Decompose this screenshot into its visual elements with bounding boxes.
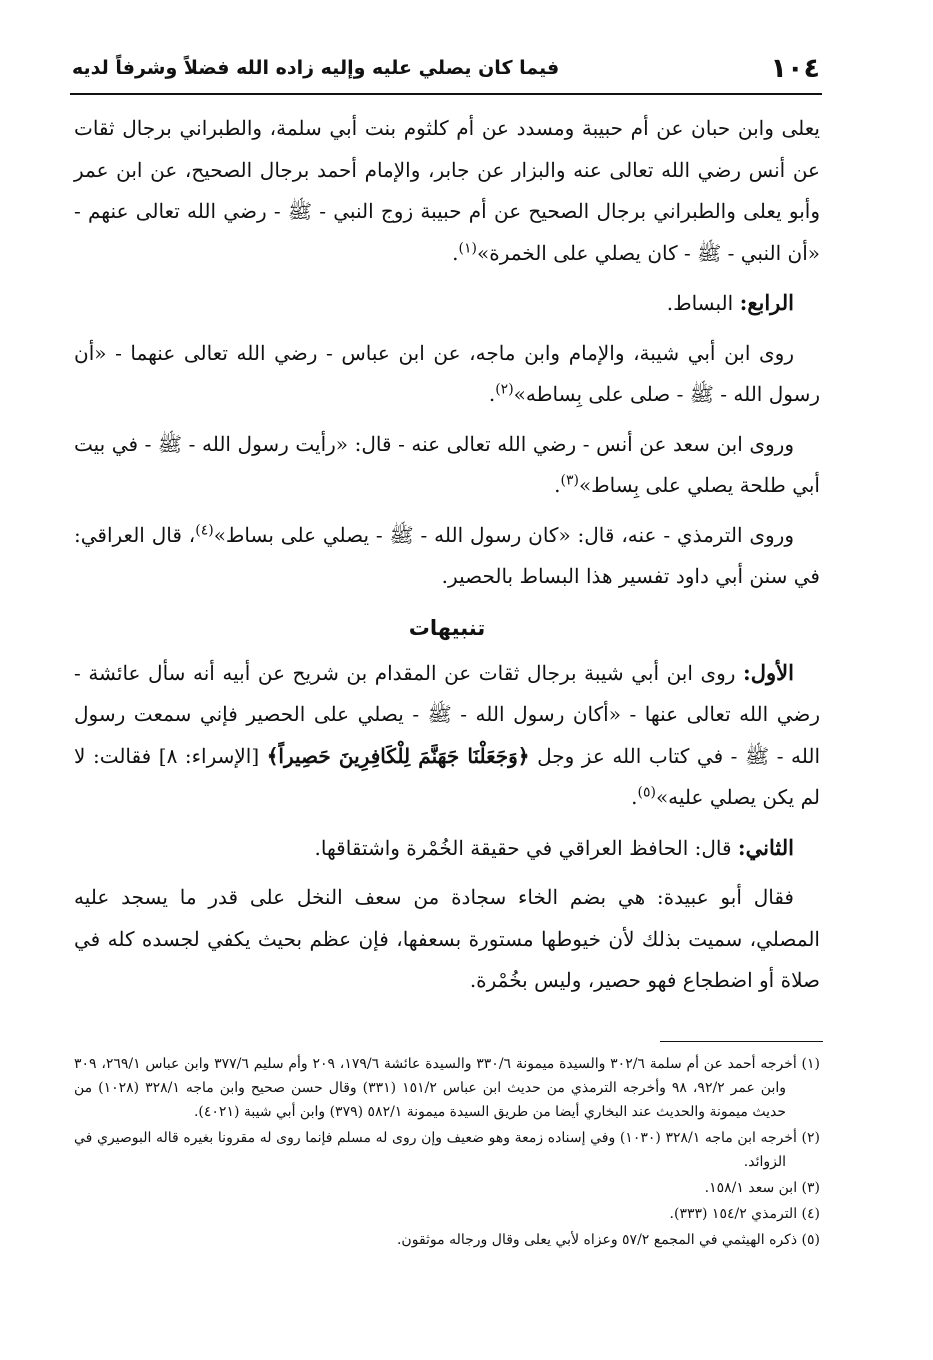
footnote-ref: (٣) [560,472,579,489]
paragraph [74,282,820,325]
paragraph-text: فقال أبو عبيدة: هي بضم الخاء سجادة من سعف النخل على قدر ما يسجد عليه المصلي، سميت بذلك لأن خيوطها مستورة بسعفها، فإن عظم بحيث يكفي لجسده كله في صلاة أو اضطجاع فهو حصير، وليس بخُمْرة. [74,885,820,992]
paragraph [74,424,820,507]
paragraph-lead: الثاني: [737,834,794,860]
paragraph-end: . [631,785,638,809]
paragraph-end: . [554,473,561,497]
running-title: فيما كان يصلي عليه وإليه زاده الله فضلاً وشرفاً لديه [72,57,560,79]
paragraph-end: . [452,240,459,265]
paragraph-text: [الإسراء: ٨] فقالت: لا لم يكن يصلي عليه» [74,743,820,809]
paragraph [74,877,820,1002]
footnote: (٣) ابن سعد ١٥٨/١. [704,1180,820,1196]
paragraph-text: وروى ابن سعد عن أنس - رضي الله تعالى عنه - قال: «رأيت رسول الله - ﷺ - في بيت أبي طلحة يصلي على بِساط» [74,431,820,497]
footnote: (٤) الترمذي ١٥٤/٢ (٣٣٣). [669,1206,820,1222]
paragraph [74,652,820,819]
paragraph-text: روى ابن أبي شيبة برجال ثقات عن المقدام بن شريح عن أبيه أنه سأل عائشة - رضي الله تعالى عنها - «أكان رسول الله - ﷺ - يصلي على الحصير فإني سمعت رسول الله - ﷺ - في كتاب الله عز وجل [74,660,821,768]
footnote-ref: (٢) [495,381,514,398]
paragraph [74,827,820,870]
paragraph-end: . [488,382,496,406]
paragraph-text: البساط. [666,291,740,315]
body-text [74,108,820,1002]
page-number: ١٠٤ [770,52,820,84]
paragraph-text: قال: الحافظ العراقي في حقيقة الخُمْرة واشتقاقها. [314,835,738,860]
footnote-ref: (٥) [637,784,656,801]
footnote: (٢) أخرجه ابن ماجه ٣٢٨/١ (١٠٣٠) وفي إسناده زمعة وهو ضعيف وإن روى له مسلم فإنما روى له مقرونا بغيره قاله البوصيري في الزوائد. [74,1130,821,1170]
paragraph-lead: الأول: [743,659,794,685]
paragraph-text: وروى الترمذي - عنه، قال: «كان رسول الله - ﷺ - يصلي على بساط» [213,522,794,547]
paragraph-lead: الرابع: [739,290,794,315]
footnote-ref: (١) [458,239,477,256]
footnote: (١) أخرجه أحمد عن أم سلمة ٣٠٢/٦ والسيدة ميمونة ٣٣٠/٦ والسيدة عائشة ١٧٩/٦، ٢٠٩ وأم سليم ٣٧٧/٦ وابن عباس ٢٦٩/١، ٣٠٩ وابن عمر ٩٢/٢، ٩٨ وأخرجه الترمذي من حديث ابن عباس ١٥١/٢ (٣٣١) وقال حسن صحيح وابن ماجه ٣٢٨/١ (١٠٢٨) من حديث ميمونة والحديث عند البخاري أيضا من طريق السيدة ميمونة ٥٨٢/١ (٣٧٩) وابن أبي شيبة (٤٠٢١). [74,1056,820,1120]
paragraph-text: روى ابن أبي شيبة، والإمام وابن ماجه، عن ابن عباس - رضي الله تعالى عنهما - «أن رسول الله - ﷺ - صلى على بِساطه» [74,340,820,406]
quran-verse: ﴿وَجَعَلْنَا جَهَنَّمَ لِلْكَافِرِينَ حَصِيراً﴾ [266,743,530,768]
section-title: تنبيهات [408,615,486,640]
paragraph-text: يعلى وابن حبان عن أم حبيبة ومسدد عن أم كلثوم بنت أبي سلمة، والطبراني برجال ثقات عن أنس رضي الله تعالى عنه والبزار عن جابر، والإمام أحمد برجال الصحيح، عن ابن عمر وأبو يعلى والطبراني برجال الصحيح عن أم حبيبة زوج النبي - ﷺ - رضي الله تعالى عنهم - «أن النبي - ﷺ - كان يصلي على الخمرة» [74,116,821,265]
paragraph [74,515,820,598]
footnotes [74,1052,820,1252]
footnote-rule [660,1041,823,1042]
footnote: (٥) ذكره الهيثمي في المجمع ٥٧/٢ وعزاه لأبي يعلى وقال ورجاله موثقون. [396,1232,820,1248]
paragraph [74,108,820,274]
footnote-ref: (٤) [195,521,214,538]
header-rule [70,93,822,95]
paragraph [74,333,820,416]
running-head [72,48,820,88]
paragraph-text: ، قال العراقي: في سنن أبي داود تفسير هذا البساط بالحصير. [74,522,820,588]
